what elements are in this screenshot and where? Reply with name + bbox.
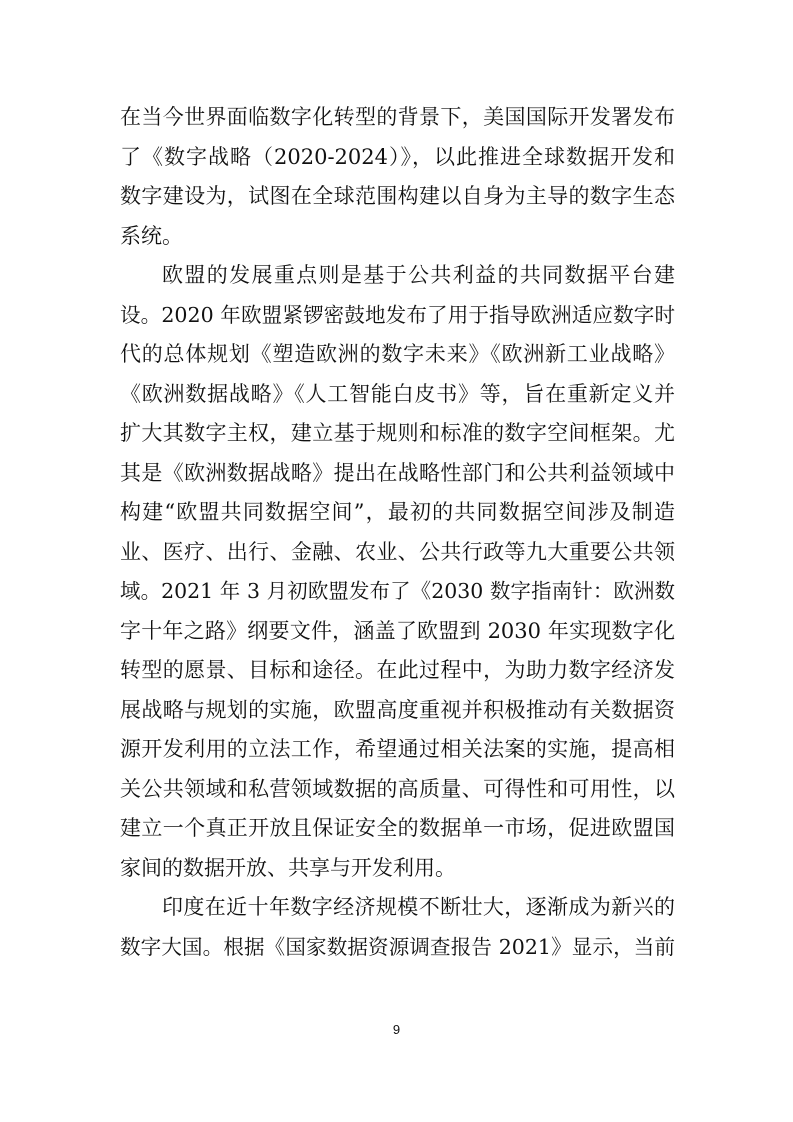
paragraph-first-line: 欧盟的发展重点则是基于公共利益的共同数据平台建 (162, 263, 675, 287)
text-line: 业、医疗、出行、金融、农业、公共行政等九大重要公共领 (120, 539, 675, 564)
text-line: 代的总体规划《塑造欧洲的数字未来》《欧洲新工业战略》 (120, 342, 675, 366)
text-line: 建立一个真正开放且保证安全的数据单一市场，促进欧盟国 (120, 816, 675, 840)
body-text (120, 98, 675, 967)
text-line: 设。2020 年欧盟紧锣密鼓地发布了用于指导欧洲适应数字时 (120, 302, 675, 327)
text-line: 转型的愿景、目标和途径。在此过程中，为助力数字经济发 (120, 658, 675, 682)
text-line: 源开发利用的立法工作，希望通过相关法案的实施，提高相 (120, 737, 675, 761)
text-line: 系统。 (120, 223, 183, 248)
text-line: 扩大其数字主权，建立基于规则和标准的数字空间框架。尤 (120, 421, 675, 445)
text-line: 字十年之路》纲要文件，涵盖了欧盟到 2030 年实现数字化 (120, 618, 675, 643)
text-line: 数字大国。根据《国家数据资源调查报告 2021》显示，当前 (120, 934, 675, 959)
text-line: 其是《欧洲数据战略》提出在战略性部门和公共利益领域中 (120, 460, 675, 485)
text-line: 数字建设为，试图在全球范围构建以自身为主导的数字生态 (120, 184, 675, 208)
paragraph-first-line: 印度在近十年数字经济规模不断壮大，逐渐成为新兴的 (162, 895, 675, 919)
text-line: 了《数字战略（2020-2024）》，以此推进全球数据开发和 (120, 144, 675, 169)
text-line: 在当今世界面临数字化转型的背景下，美国国际开发署发布 (120, 105, 675, 129)
text-line: 展战略与规划的实施，欧盟高度重视并积极推动有关数据资 (120, 697, 675, 722)
text-line: 家间的数据开放、共享与开发利用。 (120, 855, 456, 880)
page-number: 9 (392, 1022, 401, 1037)
text-line: 域。2021 年 3 月初欧盟发布了《2030 数字指南针：欧洲数 (120, 579, 675, 603)
text-line: 构建“欧盟共同数据空间”，最初的共同数据空间涉及制造 (120, 500, 675, 524)
text-line: 《欧洲数据战略》《人工智能白皮书》等，旨在重新定义并 (120, 381, 675, 406)
text-line: 关公共领域和私营领域数据的高质量、可得性和可用性，以 (120, 776, 675, 801)
